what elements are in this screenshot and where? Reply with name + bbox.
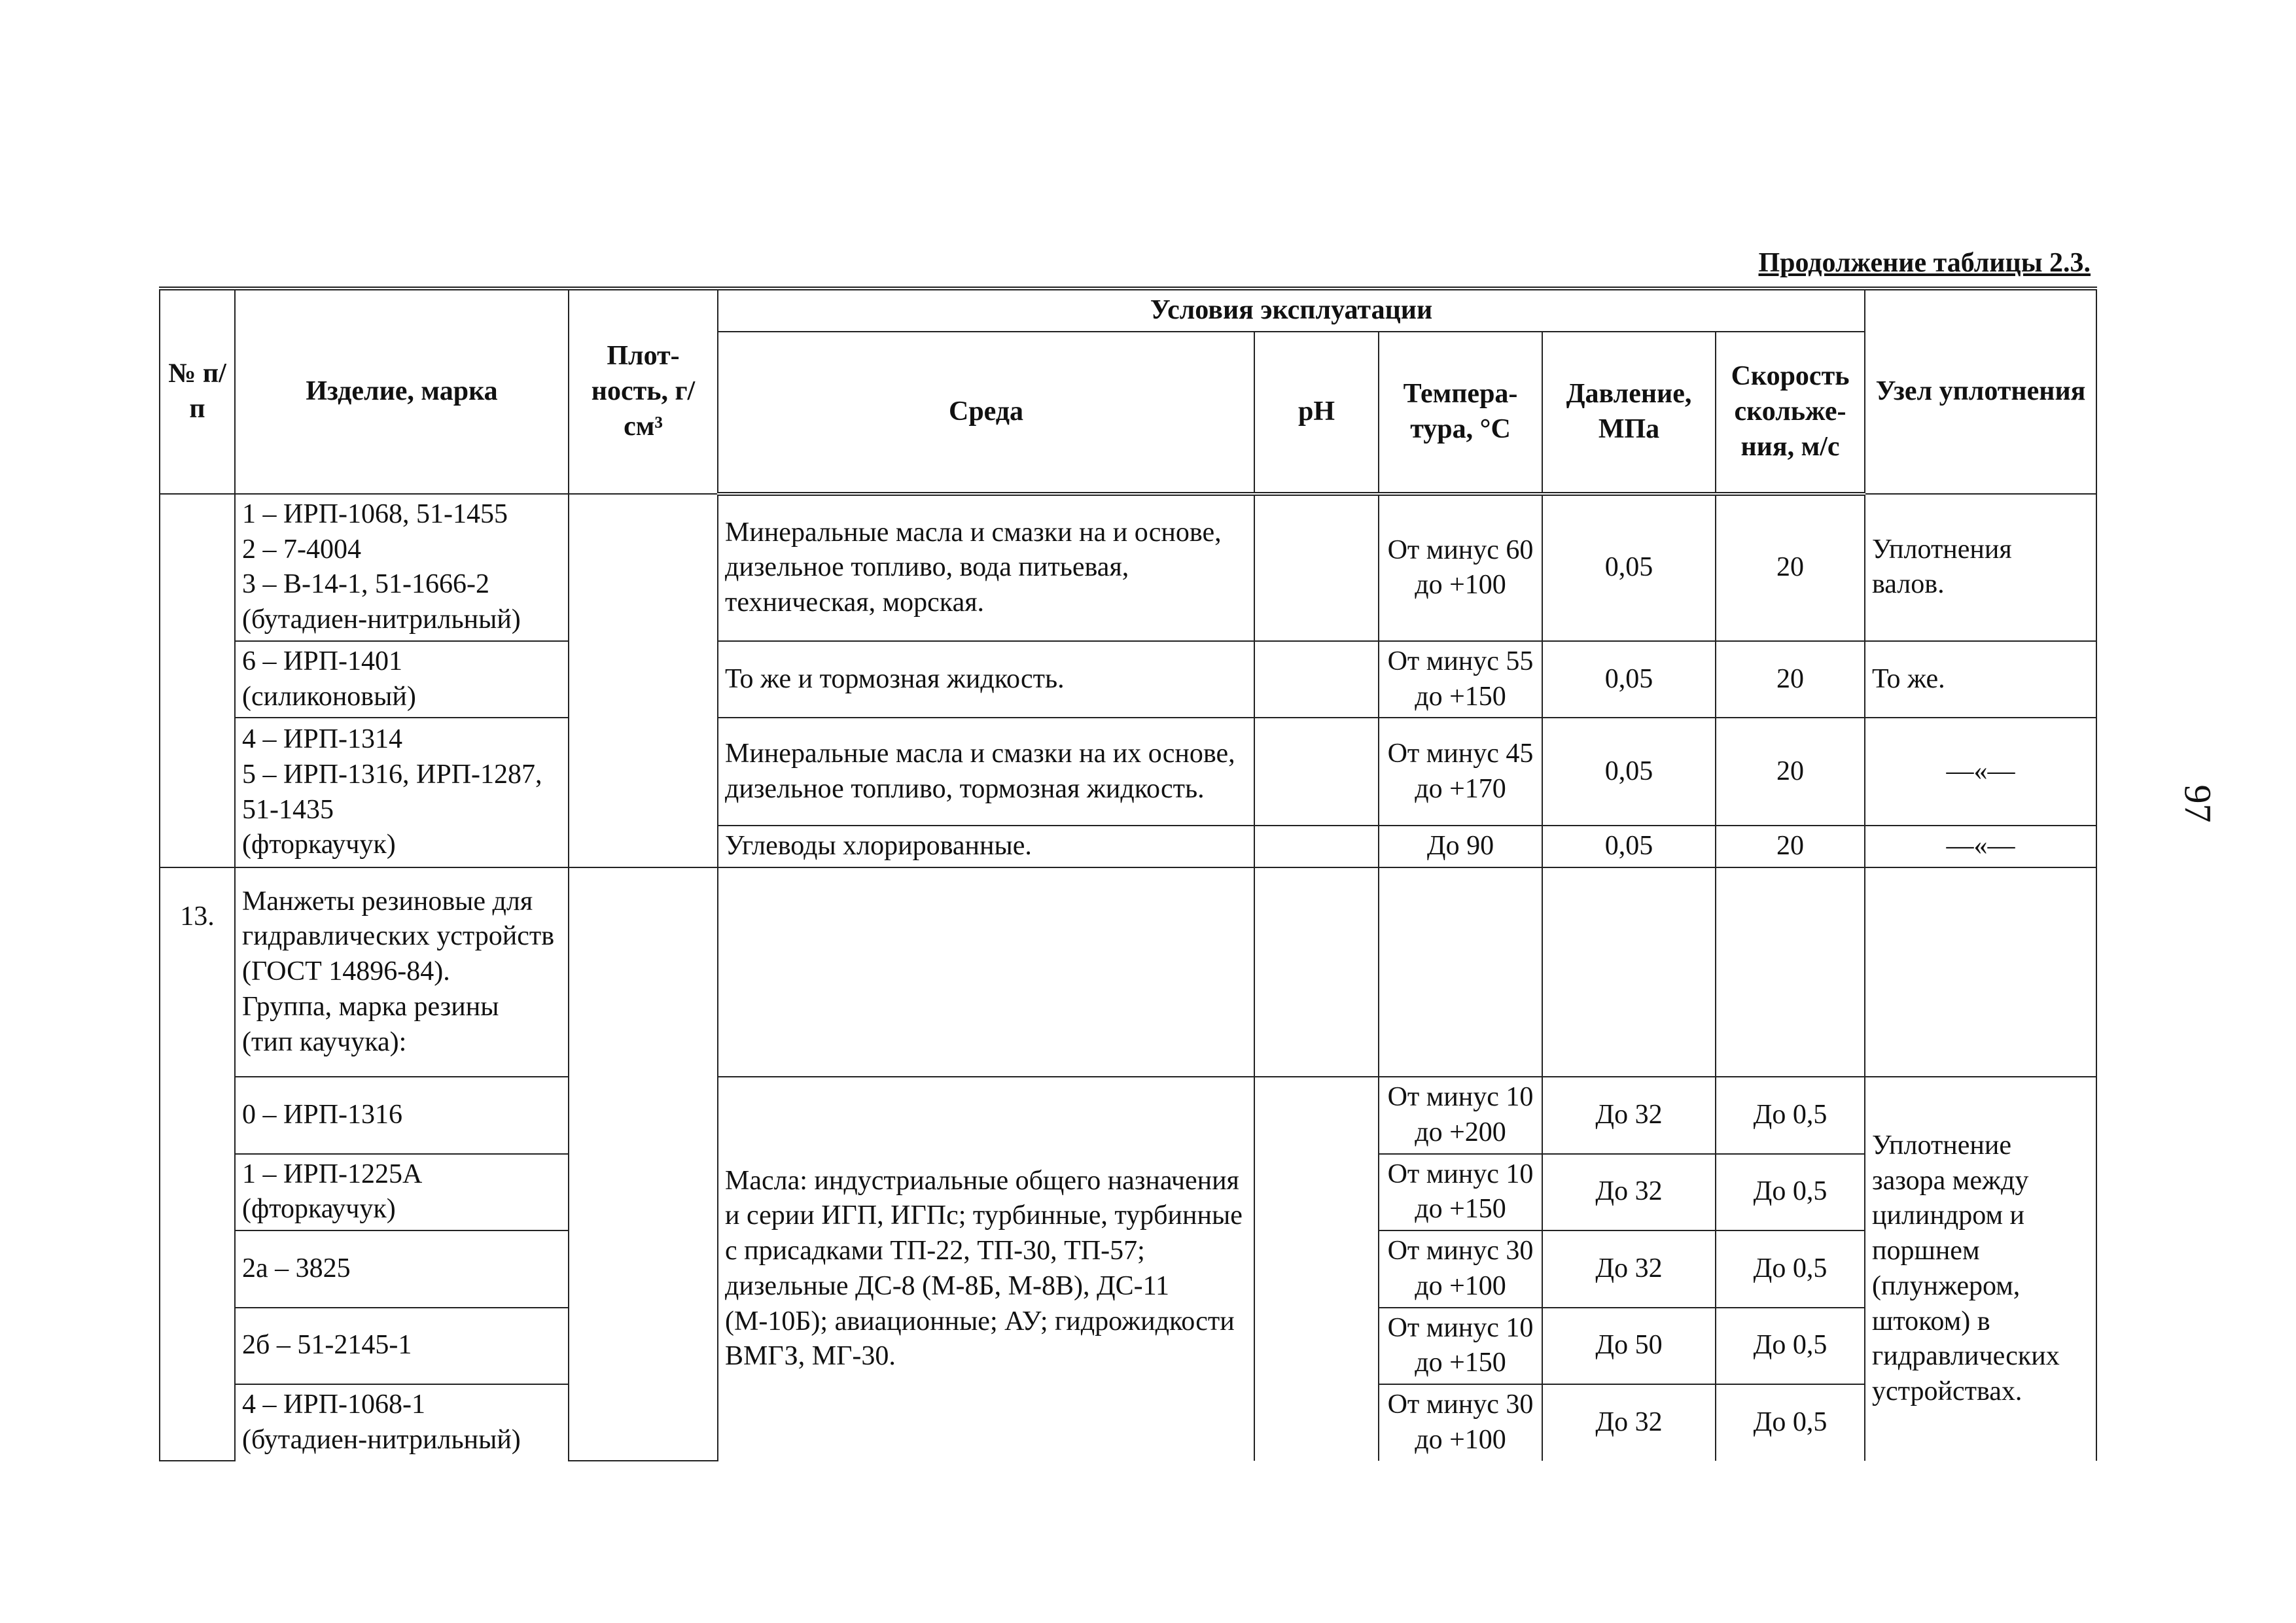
speed-cell: 20	[1716, 718, 1865, 826]
temperature-cell: От минус 10 до +200	[1379, 1077, 1542, 1154]
header-pressure: Давление, МПа	[1542, 332, 1716, 494]
seal-cell	[1865, 867, 2096, 1077]
temperature-cell: От минус 30 до +100	[1379, 1384, 1542, 1461]
product-cell: 2б – 51-2145-1	[235, 1308, 569, 1385]
ph-cell	[1254, 1077, 1379, 1461]
pressure-cell: 0,05	[1542, 641, 1716, 718]
header-temperature: Темпера-тура, °С	[1379, 332, 1542, 494]
medium-cell: То же и тормозная жидкость.	[718, 641, 1254, 718]
pressure-cell: 0,05	[1542, 718, 1716, 826]
temperature-cell: От минус 30 до +100	[1379, 1230, 1542, 1308]
ph-cell	[1254, 826, 1379, 867]
speed-cell: До 0,5	[1716, 1077, 1865, 1154]
temperature-cell: От минус 10 до +150	[1379, 1308, 1542, 1385]
product-cell: 1 – ИРП-1068, 51-1455 2 – 7-4004 3 – В-14-1, 51-1666-2 (бутадиен-нитрильный)	[235, 494, 569, 641]
table-row	[160, 641, 2096, 718]
temperature-cell: От минус 55 до +150	[1379, 641, 1542, 718]
temperature-cell: От минус 45 до +170	[1379, 718, 1542, 826]
speed-cell: До 0,5	[1716, 1384, 1865, 1461]
pressure-cell: 0,05	[1542, 826, 1716, 867]
ph-cell	[1254, 867, 1379, 1077]
temperature-cell	[1379, 867, 1542, 1077]
product-cell: 1 – ИРП-1225А (фторкаучук)	[235, 1154, 569, 1231]
temperature-cell: От минус 60 до +100	[1379, 494, 1542, 641]
header-seal: Узел уплотнения	[1865, 288, 2096, 494]
table-row	[160, 494, 2096, 641]
header-product: Изделие, марка	[235, 288, 569, 494]
row-num	[160, 494, 235, 867]
speed-cell: 20	[1716, 641, 1865, 718]
header-ph: pH	[1254, 332, 1379, 494]
table-row	[160, 867, 2096, 1077]
medium-cell: Минеральные масла и смазки на и основе, дизельное топливо, вода питьевая, техническая, морская.	[718, 494, 1254, 641]
ph-cell	[1254, 494, 1379, 641]
header-conditions: Условия эксплуатации	[718, 288, 1865, 332]
table-row	[160, 1077, 2096, 1154]
pressure-cell: До 32	[1542, 1077, 1716, 1154]
page-number: 97	[2176, 784, 2219, 823]
item-title-cell: Манжеты резиновые для гидравлических устройств (ГОСТ 14896-84). Группа, марка резины (тип каучука):	[235, 867, 569, 1077]
seal-cell: Уплотнения валов.	[1865, 494, 2096, 641]
header-medium: Среда	[718, 332, 1254, 494]
speed-cell: 20	[1716, 826, 1865, 867]
pressure-cell: До 32	[1542, 1230, 1716, 1308]
seal-cell: —«—	[1865, 718, 2096, 826]
speed-cell: До 0,5	[1716, 1230, 1865, 1308]
header-density: Плот-ность, г/см³	[569, 288, 718, 494]
product-cell: 4 – ИРП-1068-1 (бутадиен-нитрильный)	[235, 1384, 569, 1461]
speed-cell: До 0,5	[1716, 1308, 1865, 1385]
product-cell: 0 – ИРП-1316	[235, 1077, 569, 1154]
temperature-cell: До 90	[1379, 826, 1542, 867]
density-cell	[569, 494, 718, 867]
table-caption: Продолжение таблицы 2.3.	[1758, 248, 2091, 278]
table-row	[160, 718, 2096, 826]
speed-cell	[1716, 867, 1865, 1077]
pressure-cell: 0,05	[1542, 494, 1716, 641]
header-num: № п/п	[160, 288, 235, 494]
seal-cell: Уплотнение зазора между цилиндром и поршнем (плунжером, штоком) в гидравлических устройствах.	[1865, 1077, 2096, 1461]
medium-cell: Минеральные масла и смазки на их основе, дизельное топливо, тормозная жидкость.	[718, 718, 1254, 826]
product-cell: 6 – ИРП-1401 (силиконовый)	[235, 641, 569, 718]
pressure-cell	[1542, 867, 1716, 1077]
medium-cell: Масла: индустриальные общего назначения и серии ИГП, ИГПс; турбинные, турбинные с присадками ТП-22, ТП-30, ТП-57; дизельные ДС-8 (М-8Б, М-8В), ДС-11 (М-10Б); авиационные; АУ; гидрожидкости ВМГЗ, МГ-30.	[718, 1077, 1254, 1461]
data-table	[159, 287, 2097, 1461]
speed-cell: 20	[1716, 494, 1865, 641]
medium-cell	[718, 867, 1254, 1077]
temperature-cell: От минус 10 до +150	[1379, 1154, 1542, 1231]
medium-cell: Углеводы хлорированные.	[718, 826, 1254, 867]
product-cell: 4 – ИРП-1314 5 – ИРП-1316, ИРП-1287, 51-1435 (фторкаучук)	[235, 718, 569, 867]
speed-cell: До 0,5	[1716, 1154, 1865, 1231]
header-speed: Скорость скольже-ния, м/с	[1716, 332, 1865, 494]
pressure-cell: До 50	[1542, 1308, 1716, 1385]
product-cell: 2а – 3825	[235, 1230, 569, 1308]
density-cell	[569, 867, 718, 1461]
pressure-cell: До 32	[1542, 1154, 1716, 1231]
pressure-cell: До 32	[1542, 1384, 1716, 1461]
row-num: 13.	[160, 867, 235, 1461]
ph-cell	[1254, 641, 1379, 718]
ph-cell	[1254, 718, 1379, 826]
seal-cell: —«—	[1865, 826, 2096, 867]
seal-cell: То же.	[1865, 641, 2096, 718]
